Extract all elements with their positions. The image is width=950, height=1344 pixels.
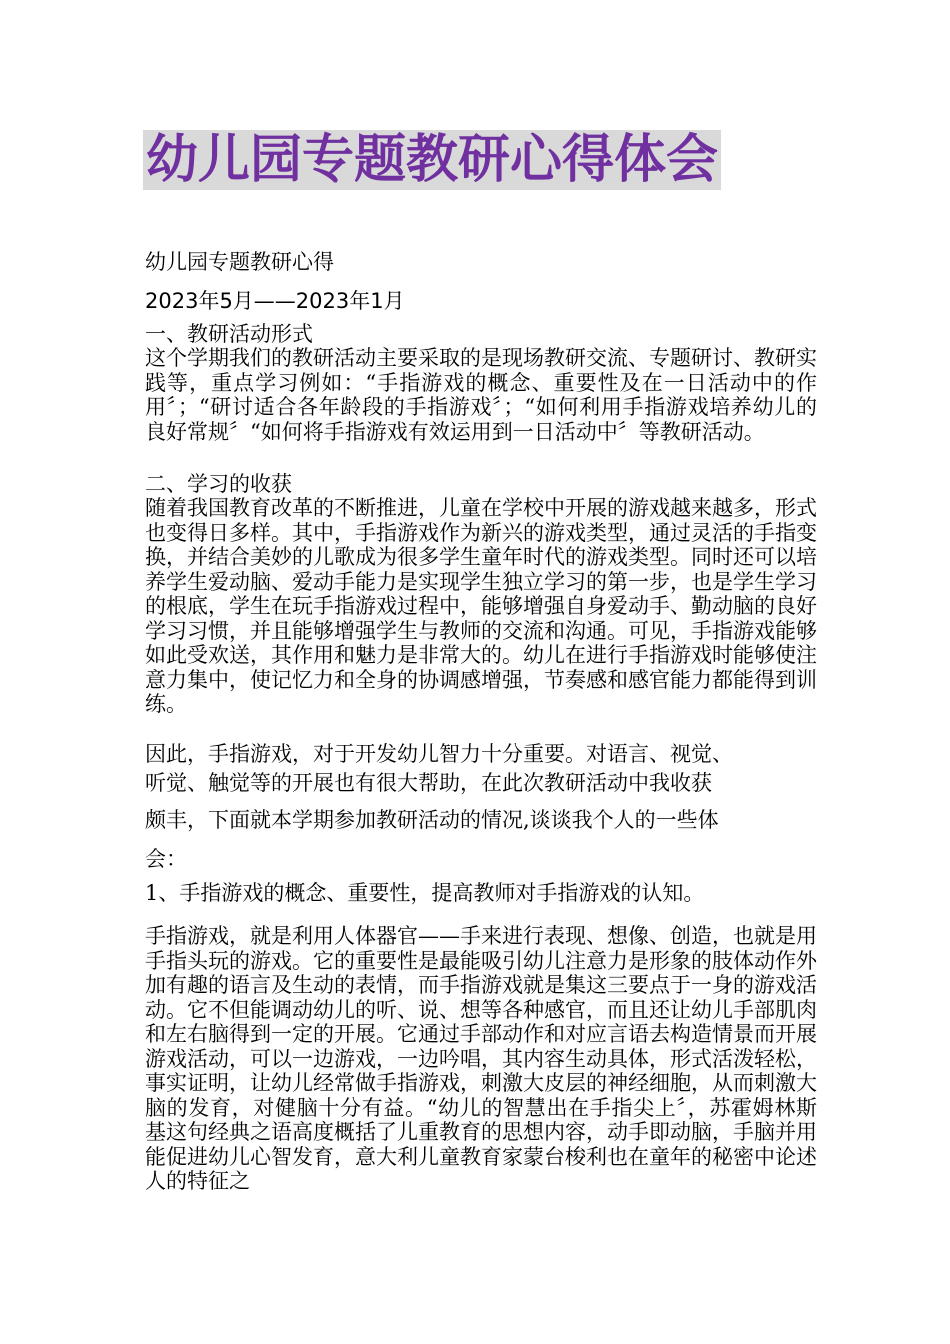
document-subtitle: 幼儿园专题教研心得 xyxy=(145,250,334,274)
conclusion-line: 因此，手指游戏，对于开发幼儿智力十分重要。对语言、视觉、 xyxy=(145,742,733,766)
conclusion-line: 颇丰，下面就本学期参加教研活动的情况,谈谈我个人的一些体 xyxy=(145,808,719,832)
section1-heading: 一、教研活动形式 xyxy=(145,322,313,346)
section2-paragraph: 随着我国教育改革的不断推进，儿童在学校中开展的游戏越来越多，形式也变得日多样。其中，手指游戏作为新兴的游戏类型，通过灵活的手指变换，并结合美妙的儿歌成为很多学生童年时代的游戏类型。同时还可以培养学生爱动脑、爱动手能力是实现学生独立学习的第一步，也是学生学习的根底，学生在玩手指游戏过程中，能够增强自身爱动手、勤动脑的良好学习习惯，并且能够增强学生与教师的交流和沟通。可见，手指游戏能够如此受欢送，其作用和魅力是非常大的。幼儿在进行手指游戏时能够使注意力集中，使记忆力和全身的协调感增强，节奏感和感官能力都能得到训练。 xyxy=(145,496,817,716)
section1-paragraph: 这个学期我们的教研活动主要采取的是现场教研交流、专题研讨、教研实践等，重点学习例如：“手指游戏的概念、重要性及在一日活动中的作用〞；“研讨适合各年龄段的手指游戏〞；“如何利用手指游戏培养幼儿的良好常规〞“如何将手指游戏有效运用到一日活动中〞等教研活动。 xyxy=(145,346,817,444)
point1-heading: 1、手指游戏的概念、重要性，提高教师对手指游戏的认知。 xyxy=(145,881,705,905)
point1-paragraph: 手指游戏，就是利用人体器官——手来进行表现、想像、创造，也就是用手指头玩的游戏。它的重要性是最能吸引幼儿注意力是形象的肢体动作外加有趣的语言及生动的表情，而手指游戏就是集这三要点于一身的游戏活动。它不但能调动幼儿的听、说、想等各种感官，而且还让幼儿手部肌肉和左右脑得到一定的开展。它通过手部动作和对应言语去构造情景而开展游戏活动，可以一边游戏，一边吟唱，其内容生动具体，形式活泼轻松，事实证明，让幼儿经常做手指游戏，刺激大皮层的神经细胞，从而刺激大脑的发育，对健脑十分有益。“幼儿的智慧出在手指尖上〞，苏霍姆林斯基这句经典之语高度概括了儿重教育的思想内容，动手即动脑，手脑并用能促进幼儿心智发育，意大利儿童教育家蒙台梭利也在童年的秘密中论述人的特征之 xyxy=(145,924,817,1193)
date-range: 2023年5月——2023年1月 xyxy=(145,289,405,313)
section2-heading: 二、学习的收获 xyxy=(145,472,292,496)
conclusion-line: 会： xyxy=(145,847,187,871)
document-title: 幼儿园专题教研心得体会 xyxy=(143,130,721,190)
conclusion-line: 听觉、触觉等的开展也有很大帮助，在此次教研活动中我收获 xyxy=(145,771,712,795)
